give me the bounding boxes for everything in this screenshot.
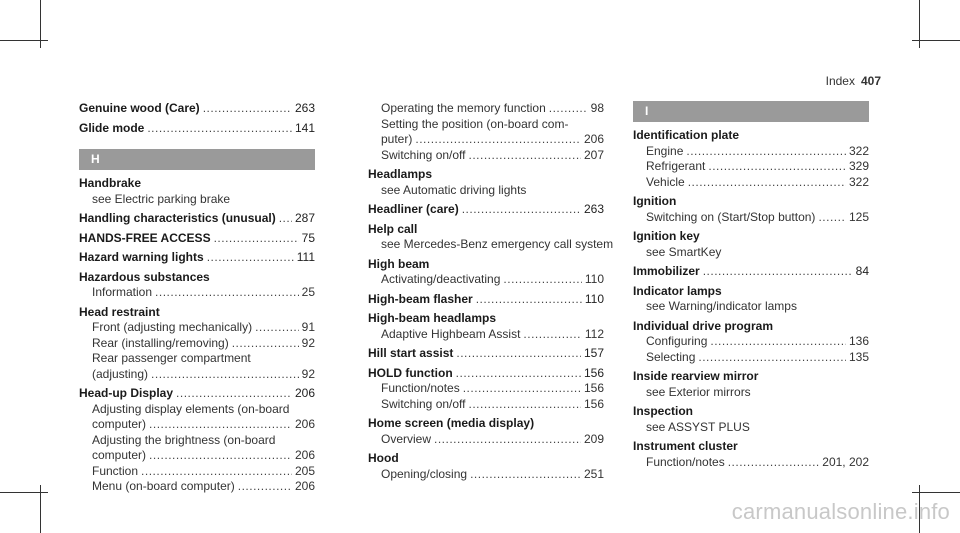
page-reference[interactable]: 91 — [301, 320, 315, 334]
index-entry — [633, 128, 869, 190]
dot-leader — [469, 397, 581, 413]
page-reference[interactable]: 322 — [848, 143, 869, 158]
page-reference[interactable]: 84 — [855, 264, 869, 278]
dot-leader — [456, 366, 581, 382]
subentry-text: see Warning/indicator lamps — [646, 299, 797, 313]
dot-leader — [463, 381, 581, 397]
subentry-text: see Electric parking brake — [92, 191, 231, 206]
page-reference[interactable]: 206 — [583, 132, 604, 146]
index-subentry — [79, 336, 315, 352]
subentry-text: Menu (on-board computer) — [92, 479, 235, 493]
dot-leader — [549, 101, 588, 117]
dot-leader — [141, 464, 292, 480]
subentry-text: see ASSYST PLUS — [646, 419, 750, 434]
index-subentry — [368, 397, 604, 413]
subentry-text: Function/notes — [646, 454, 725, 469]
index-subentry — [368, 272, 604, 288]
page-reference[interactable]: 205 — [294, 463, 315, 478]
index-term: Glide mode — [79, 120, 145, 135]
page-reference[interactable]: 207 — [583, 147, 604, 162]
subentry-text: Operating the memory function — [381, 101, 546, 115]
index-term: Home screen (media display) — [368, 416, 535, 430]
index-term: Head restraint — [79, 304, 160, 319]
page-reference[interactable]: 251 — [583, 466, 604, 481]
subentry-text: Setting the position (on-board com- — [381, 116, 569, 131]
index-entry — [633, 229, 869, 260]
dot-leader — [476, 292, 582, 308]
index-term-row — [633, 264, 869, 280]
index-subentry — [633, 420, 869, 436]
index-subentry — [79, 320, 315, 336]
index-entry — [368, 366, 604, 413]
index-entry — [79, 270, 315, 301]
index-subentry — [368, 381, 604, 397]
index-term-row — [633, 194, 869, 210]
index-entry — [368, 311, 604, 342]
index-entry — [368, 451, 604, 482]
crop-mark — [912, 40, 960, 41]
index-term-row — [79, 231, 315, 247]
index-subentry — [633, 159, 869, 175]
page-reference[interactable]: 322 — [848, 174, 869, 189]
index-subentry — [79, 464, 315, 480]
page-reference[interactable]: 206 — [294, 417, 315, 431]
page-reference[interactable]: 201, 202 — [822, 454, 869, 469]
subentry-text: Engine — [646, 143, 684, 158]
dot-leader — [279, 211, 292, 227]
page-reference[interactable]: 156 — [583, 396, 604, 411]
page-reference[interactable]: 112 — [584, 326, 604, 341]
index-term-row — [79, 176, 315, 192]
page-reference[interactable]: 136 — [848, 334, 869, 348]
index-subentry — [633, 144, 869, 160]
subentry-text: see Automatic driving lights — [381, 182, 527, 197]
page-reference[interactable]: 329 — [848, 159, 869, 173]
dot-leader — [238, 479, 292, 495]
index-subentry — [79, 402, 315, 418]
dot-leader — [686, 144, 846, 160]
index-term: Individual drive program — [633, 318, 774, 333]
dot-leader — [698, 350, 846, 366]
index-entry — [79, 250, 315, 266]
dot-leader — [232, 336, 299, 352]
index-term: Hazardous substances — [79, 269, 210, 284]
crop-mark — [0, 492, 48, 493]
index-entry — [368, 101, 604, 163]
index-term-row — [79, 101, 315, 117]
index-term-row — [79, 250, 315, 266]
index-entry — [368, 257, 604, 288]
dot-leader — [503, 272, 581, 288]
section-header: I — [633, 101, 869, 122]
index-term-row — [633, 229, 869, 245]
index-entry — [79, 386, 315, 495]
subentry-text: Adjusting the brightness (on-board — [92, 432, 276, 447]
index-subentry — [368, 183, 604, 199]
index-term: Ignition — [633, 194, 677, 208]
index-subentry — [79, 192, 315, 208]
page-reference[interactable]: 263 — [583, 202, 604, 216]
dot-leader — [469, 148, 581, 164]
dot-leader — [203, 101, 292, 117]
index-term: Inside rearview mirror — [633, 369, 759, 383]
page-reference[interactable]: 125 — [848, 209, 869, 224]
index-subentry — [633, 455, 869, 471]
index-term-row — [633, 128, 869, 144]
index-entry — [79, 121, 315, 137]
index-term: Handbrake — [79, 176, 142, 190]
subentry-text: see Exterior mirrors — [646, 384, 751, 399]
subentry-text: Switching on/off — [381, 147, 466, 162]
index-term: High-beam headlamps — [368, 311, 497, 325]
page-header — [826, 74, 881, 88]
dot-leader — [147, 121, 292, 137]
index-column-1 — [79, 101, 315, 499]
subentry-text: Selecting — [646, 349, 696, 364]
index-term: Headlamps — [368, 167, 433, 181]
index-entry — [79, 305, 315, 383]
subentry-text: see Mercedes-Benz emergency call system — [381, 237, 614, 251]
dot-leader — [728, 455, 820, 471]
index-term-row — [633, 284, 869, 300]
dot-leader — [151, 367, 299, 383]
page-reference[interactable]: 111 — [296, 250, 315, 264]
page-reference[interactable]: 206 — [294, 448, 315, 462]
page-reference[interactable]: 110 — [584, 291, 604, 306]
dot-leader — [456, 346, 581, 362]
subentry-text: Function — [92, 463, 139, 478]
subentry-text: Adjusting display elements (on-board — [92, 401, 290, 416]
index-entry — [633, 404, 869, 435]
index-entry — [368, 167, 604, 198]
index-term: Hazard warning lights — [79, 250, 204, 264]
watermark: carmanualsonline.info — [731, 499, 950, 524]
dot-leader — [462, 202, 581, 218]
index-subentry — [368, 117, 604, 133]
subentry-text: Rear passenger compartment — [92, 351, 251, 365]
dot-leader — [214, 231, 299, 247]
index-term-row — [368, 222, 604, 238]
index-term-row — [368, 346, 604, 362]
index-term-row — [368, 167, 604, 183]
page-reference[interactable]: 92 — [301, 335, 315, 350]
index-subentry — [79, 479, 315, 495]
index-term-row — [368, 202, 604, 218]
page-reference[interactable]: 135 — [848, 349, 869, 364]
page-reference[interactable]: 156 — [583, 381, 604, 395]
index-term-row — [633, 404, 869, 420]
index-subentry — [633, 210, 869, 226]
dot-leader — [176, 386, 292, 402]
dot-leader — [415, 132, 581, 148]
index-term: Hood — [368, 451, 399, 465]
index-term-row — [368, 292, 604, 308]
crop-mark — [0, 40, 48, 41]
index-subentry — [633, 245, 869, 261]
dot-leader — [434, 432, 581, 448]
index-entry — [633, 369, 869, 400]
subentry-text: (adjusting) — [92, 366, 149, 381]
index-subentry — [79, 448, 315, 464]
subentry-text: Activating/deactivating — [381, 272, 501, 286]
dot-leader — [470, 467, 581, 483]
index-term-row — [79, 270, 315, 286]
dot-leader — [255, 320, 299, 336]
dot-leader — [149, 417, 292, 433]
dot-leader — [523, 327, 581, 343]
index-term: High beam — [368, 256, 430, 271]
dot-leader — [149, 448, 292, 464]
index-subentry — [79, 285, 315, 301]
index-term: Identification plate — [633, 128, 740, 142]
index-term-row — [368, 257, 604, 273]
index-subentry — [368, 237, 614, 253]
index-entry — [368, 346, 604, 362]
subentry-text: computer) — [92, 448, 147, 462]
page-number: 407 — [860, 74, 881, 88]
index-subentry — [368, 101, 604, 117]
index-subentry — [368, 148, 604, 164]
index-term: Handling characteristics (unusual) — [79, 211, 276, 225]
index-term: Inspection — [633, 404, 694, 418]
dot-leader — [710, 334, 846, 350]
index-term: Genuine wood (Care) — [79, 101, 200, 115]
page-reference[interactable]: 206 — [294, 479, 315, 493]
index-term-row — [79, 386, 315, 402]
index-term-row — [633, 319, 869, 335]
index-term: Indicator lamps — [633, 283, 722, 298]
index-term: Headliner (care) — [368, 202, 459, 216]
subentry-text: Refrigerant — [646, 159, 706, 173]
index-subentry — [368, 327, 604, 343]
page-reference[interactable]: 157 — [583, 346, 604, 360]
index-term-row — [79, 305, 315, 321]
index-entry — [79, 176, 315, 207]
index-term: Instrument cluster — [633, 439, 738, 453]
subentry-text: Function/notes — [381, 381, 460, 395]
index-entry — [633, 284, 869, 315]
index-term-row — [368, 416, 604, 432]
dot-leader — [688, 175, 846, 191]
page-reference[interactable]: 75 — [301, 230, 315, 245]
index-entry — [368, 416, 604, 447]
page-reference[interactable]: 25 — [301, 285, 315, 299]
index-entry — [633, 264, 869, 280]
index-subentry — [79, 417, 315, 433]
page-reference[interactable]: 156 — [583, 365, 604, 380]
index-term: HOLD function — [368, 365, 453, 380]
page-reference[interactable]: 110 — [584, 272, 604, 286]
index-term-row — [633, 369, 869, 385]
index-subentry — [633, 334, 869, 350]
index-entry — [79, 211, 315, 227]
page-reference[interactable]: 263 — [294, 101, 315, 115]
index-term: Ignition key — [633, 229, 700, 243]
index-subentry — [79, 367, 315, 383]
index-term: Head-up Display — [79, 386, 174, 400]
index-term-row — [368, 366, 604, 382]
index-term: Immobilizer — [633, 264, 700, 278]
index-subentry — [79, 433, 315, 449]
index-subentry — [633, 175, 869, 191]
page-reference[interactable]: 92 — [301, 366, 315, 381]
index-subentry — [633, 350, 869, 366]
index-term: Hill start assist — [368, 346, 454, 360]
index-entry — [79, 101, 315, 117]
subentry-text: Adaptive Highbeam Assist — [381, 326, 521, 341]
index-entry — [633, 194, 869, 225]
page-reference[interactable]: 141 — [294, 120, 315, 135]
subentry-text: Information — [92, 285, 153, 299]
index-subentry — [368, 467, 604, 483]
subentry-text: Switching on/off — [381, 396, 466, 411]
page-reference[interactable]: 98 — [590, 101, 604, 115]
index-entry — [368, 292, 604, 308]
index-term-row — [368, 451, 604, 467]
subentry-text: computer) — [92, 417, 147, 431]
index-term: HANDS-FREE ACCESS — [79, 230, 211, 245]
index-entry — [368, 221, 614, 253]
page-reference[interactable]: 206 — [294, 386, 315, 400]
subentry-text: Rear (installing/removing) — [92, 335, 229, 350]
page-reference[interactable]: 287 — [294, 211, 315, 225]
index-subentry — [368, 132, 604, 148]
section-header: H — [79, 149, 315, 170]
subentry-text: Configuring — [646, 334, 708, 348]
subentry-text: Switching on (Start/Stop button) — [646, 209, 816, 224]
index-subentry — [633, 385, 869, 401]
index-entry — [79, 231, 315, 247]
header-label: Index — [825, 74, 855, 88]
index-column-2 — [368, 101, 614, 486]
subentry-text: puter) — [381, 132, 413, 146]
subentry-text: Vehicle — [646, 174, 685, 189]
index-term-row — [633, 439, 869, 455]
index-subentry — [79, 351, 315, 367]
index-subentry — [368, 432, 604, 448]
page-reference[interactable]: 209 — [583, 431, 604, 446]
crop-mark — [912, 492, 960, 493]
index-term-row — [79, 211, 315, 227]
dot-leader — [155, 285, 299, 301]
index-term: High-beam flasher — [368, 291, 473, 306]
dot-leader — [708, 159, 846, 175]
dot-leader — [207, 250, 294, 266]
index-term-row — [368, 311, 604, 327]
subentry-text: Overview — [381, 431, 432, 446]
subentry-text: Opening/closing — [381, 466, 468, 481]
index-entry — [633, 319, 869, 366]
index-term: Help call — [368, 221, 418, 236]
index-entry — [633, 439, 869, 470]
subentry-text: see SmartKey — [646, 244, 722, 259]
subentry-text: Front (adjusting mechanically) — [92, 320, 253, 334]
dot-leader — [703, 264, 853, 280]
index-term-row — [79, 121, 315, 137]
index-column-3 — [633, 101, 869, 474]
dot-leader — [818, 210, 846, 226]
index-entry — [368, 202, 604, 218]
index-subentry — [633, 299, 869, 315]
